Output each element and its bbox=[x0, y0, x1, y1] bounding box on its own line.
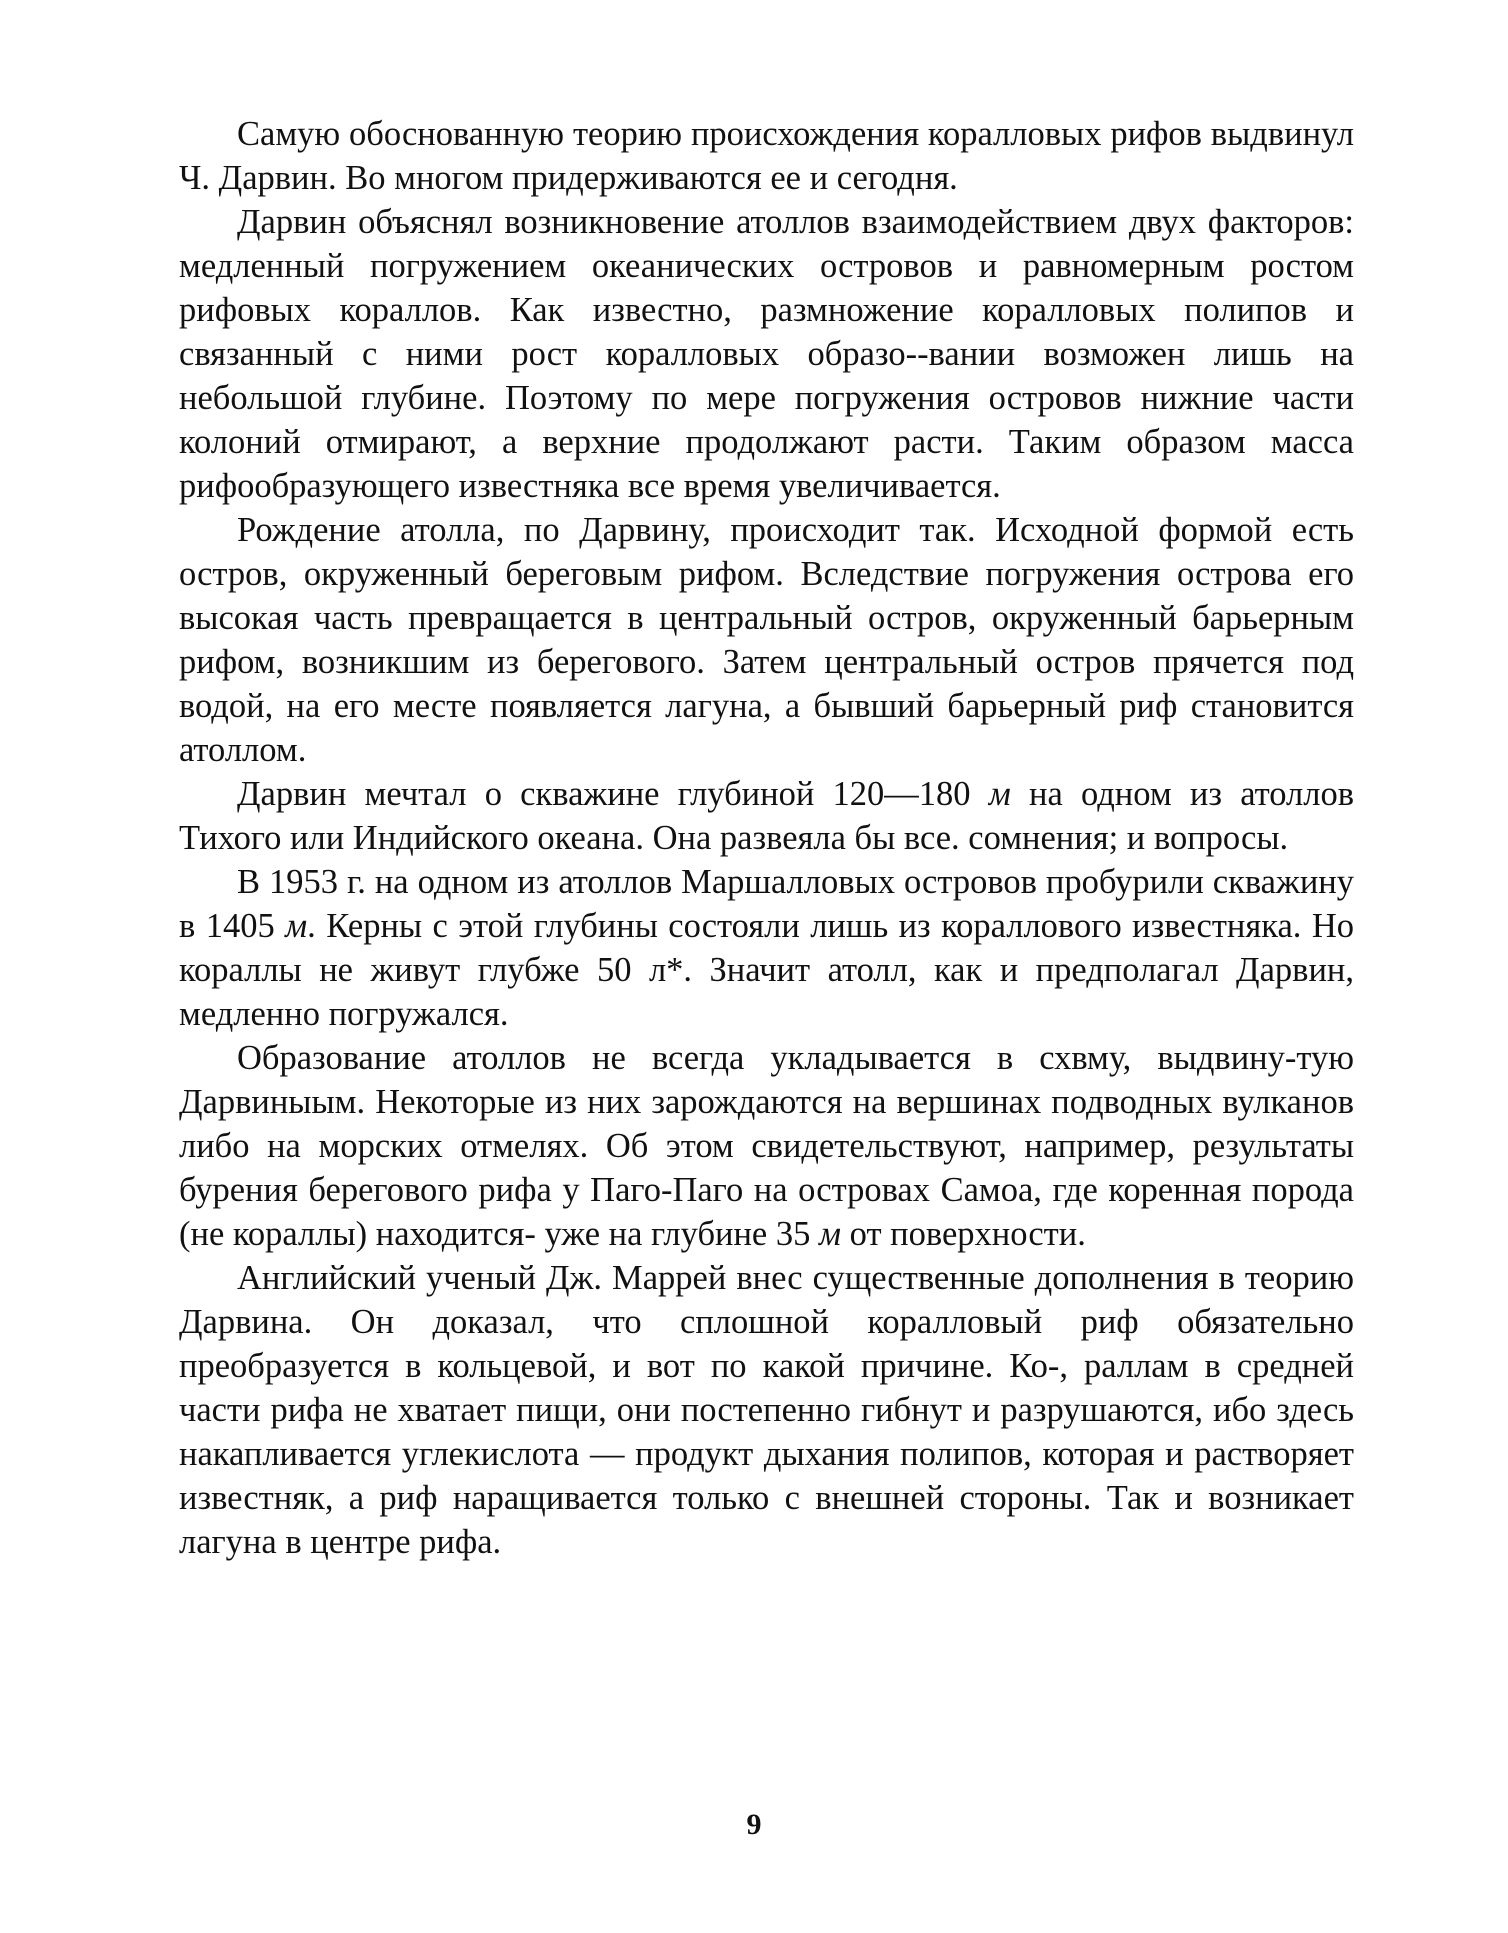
paragraph-6 bbox=[179, 1036, 1354, 1256]
paragraph-5 bbox=[179, 860, 1354, 1036]
body-text bbox=[179, 112, 1354, 1564]
paragraph-7: Английский ученый Дж. Маррей внес существенные дополнения в теорию Дарвина. Он доказал, что сплошной коралловый риф обязательно преобразуется в кольцевой, и вот по какой причине. Ко-, раллам в средней части рифа не хватает пищи, они постепенно гибнут и разрушаются, ибо здесь накапливается углекислота — продукт дыхания полипов, которая и растворяет известняк, а риф наращивается только с внешней стороны. Так и возникает лагуна в центре рифа. bbox=[179, 1259, 1354, 1561]
paragraph-5-text-end: . Керны с этой глубины состояли лишь из кораллового известняка. Но кораллы не живут глубже 50 л*. Значит атолл, как и предполагал Дарвин, медленно погружался. bbox=[179, 907, 1354, 1033]
paragraph-6-text-end: от поверхности. bbox=[841, 1215, 1086, 1253]
paragraph-4 bbox=[179, 772, 1354, 860]
paragraph-6-text-start: Образование атоллов не всегда укладывается в схвму, выдвину-тую Дарвиныым. Некоторые из них зарождаются на вершинах подводных вулканов либо на морских отмелях. Об этом свидетельствуют, например, результаты бурения берегового рифа у Паго-Паго на островах Самоа, где коренная порода (не кораллы) находится- уже на глубине 35 bbox=[179, 1039, 1354, 1253]
unit-meter: м bbox=[285, 907, 308, 945]
unit-meter: м bbox=[819, 1215, 842, 1253]
page-number: 9 bbox=[746, 1808, 762, 1841]
paragraph-2: Дарвин объяснял возникновение атоллов взаимодействием двух факторов: медленный погружением океанических островов и равномерным ростом рифовых кораллов. Как известно, размножение коралловых полипов и связанный с ними рост коралловых образо--вании возможен лишь на небольшой глубине. Поэтому по мере погружения островов нижние части колоний отмирают, а верхние продолжают расти. Таким образом масса рифообразующего известняка все время увеличивается. bbox=[179, 203, 1354, 505]
paragraph-4-text-end: на одном из атоллов Тихого или Индийского океана. Она развеяла бы все. сомнения; и вопросы. bbox=[179, 775, 1355, 857]
paragraph-1: Самую обоснованную теорию происхождения коралловых рифов выдвинул Ч. Дарвин. Во многом придерживаются ее и сегодня. bbox=[179, 115, 1354, 197]
paragraph-3: Рождение атолла, по Дарвину, происходит так. Исходной формой есть остров, окруженный береговым рифом. Вследствие погружения острова его высокая часть превращается в центральный остров, окруженный барьерным рифом, возникшим из берегового. Затем центральный остров прячется под водой, на его месте появляется лагуна, а бывший барьерный риф становится атоллом. bbox=[179, 511, 1354, 769]
unit-meter: м bbox=[988, 775, 1011, 813]
paragraph-4-text-start: Дарвин мечтал о скважине глубиной 120—180 bbox=[237, 775, 989, 813]
paragraph-5-text-start: В 1953 г. на одном из атоллов Маршалловых островов пробурили скважину в 1405 bbox=[179, 863, 1354, 945]
